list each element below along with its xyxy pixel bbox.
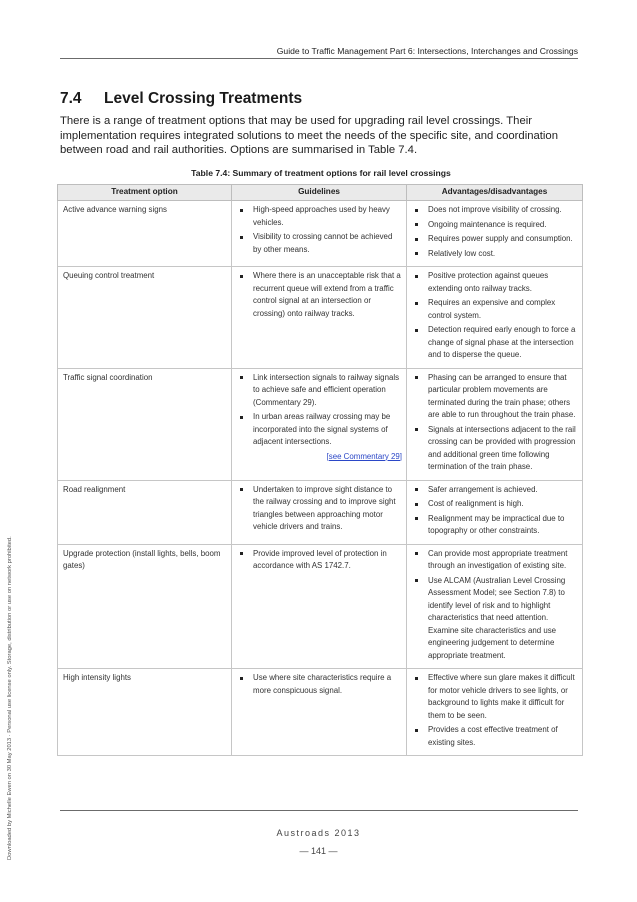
advantage-item: Ongoing maintenance is required. — [428, 219, 578, 232]
advantage-item: Requires power supply and consumption. — [428, 233, 578, 246]
table-header-row — [58, 185, 583, 201]
advantage-item: Phasing can be arranged to ensure that particular problem movements are terminated during the train phase; others are able to run throughout the train phase. — [428, 372, 578, 422]
advantages-cell — [407, 544, 583, 669]
option-cell: Queuing control treatment — [58, 267, 232, 369]
advantage-item: Signals at intersections adjacent to the rail crossing can be provided with progression and additional green time following termination of the train phase. — [428, 424, 578, 474]
table-row — [58, 368, 583, 480]
header-treatment-option: Treatment option — [58, 185, 232, 201]
section-heading — [60, 90, 302, 108]
advantage-item: Cost of realignment is high. — [428, 498, 578, 511]
advantage-item: Effective where sun glare makes it difficult for motor vehicle drivers to see lights, or background to lights make it difficult for them to be seen. — [428, 672, 578, 722]
table-row — [58, 669, 583, 756]
section-title: Level Crossing Treatments — [104, 90, 303, 107]
advantage-item: Can provide most appropriate treatment through an investigation of existing site. — [428, 548, 578, 573]
section-number: 7.4 — [60, 90, 82, 107]
intro-paragraph: There is a range of treatment options that may be used for upgrading rail level crossings. Their implementation requires integrated solutions to meet the needs of the specific site, and coordination between road and rail authorities. Options are summarised in Table 7.4. — [60, 115, 558, 156]
guideline-item: Visibility to crossing cannot be achieved by other means. — [253, 231, 402, 256]
footer-organisation: Austroads 2013 — [276, 828, 361, 838]
advantages-cell — [407, 201, 583, 267]
guidelines-cell — [232, 669, 407, 756]
advantages-cell — [407, 480, 583, 544]
guideline-item: High-speed approaches used by heavy vehicles. — [253, 204, 402, 229]
guidelines-cell — [232, 368, 407, 480]
running-head: Guide to Traffic Management Part 6: Intersections, Interchanges and Crossings — [276, 46, 578, 56]
footer-rule — [60, 810, 578, 811]
advantage-item: Requires an expensive and complex control system. — [428, 297, 578, 322]
guideline-item: Undertaken to improve sight distance to the railway crossing and to improve sight triangles between approaching motor vehicle drivers and trains. — [253, 484, 402, 534]
advantage-item: Safer arrangement is achieved. — [428, 484, 578, 497]
advantage-item: Detection required early enough to force a change of signal phase at the intersection and to disperse the queue. — [428, 324, 578, 362]
option-cell: High intensity lights — [58, 669, 232, 756]
table-caption: Table 7.4: Summary of treatment options for rail level crossings — [191, 168, 451, 178]
download-license-note: Downloaded by Michelle Ewen on 30 May 2013 · Personal use license only. Storage, distribution or use on network prohibited. — [7, 536, 13, 860]
advantages-cell — [407, 368, 583, 480]
advantage-item: Realignment may be impractical due to topography or other constraints. — [428, 513, 578, 538]
option-cell: Traffic signal coordination — [58, 368, 232, 480]
advantages-cell — [407, 267, 583, 369]
guidelines-cell — [232, 201, 407, 267]
see-commentary-link[interactable]: [see Commentary 29] — [326, 451, 402, 461]
guidelines-cell — [232, 544, 407, 669]
option-cell: Road realignment — [58, 480, 232, 544]
header-guidelines: Guidelines — [232, 185, 407, 201]
advantage-item: Use ALCAM (Australian Level Crossing Assessment Model; see Section 7.8) to identify level of risk and to highlight characteristics that need attention. Examine site characteristics and use engineering judgement to determine appropriate treatment. — [428, 575, 578, 663]
header-rule — [60, 58, 578, 59]
header-advantages: Advantages/disadvantages — [407, 185, 583, 201]
guideline-item: In urban areas railway crossing may be incorporated into the signal systems of adjacent intersections. — [253, 411, 402, 449]
option-cell: Active advance warning signs — [58, 201, 232, 267]
guidelines-cell — [232, 480, 407, 544]
advantage-item: Does not improve visibility of crossing. — [428, 204, 578, 217]
guidelines-cell — [232, 267, 407, 369]
page-number: — 141 — — [299, 846, 338, 856]
advantage-item: Relatively low cost. — [428, 248, 578, 261]
guideline-item: Use where site characteristics require a more conspicuous signal. — [253, 672, 402, 697]
table-row — [58, 544, 583, 669]
treatment-options-table — [57, 184, 583, 756]
table-row — [58, 480, 583, 544]
guideline-item: Where there is an unacceptable risk that a recurrent queue will extend from a traffic control signal at an intersection or crossing) onto railway tracks. — [253, 270, 402, 320]
option-cell: Upgrade protection (install lights, bells, boom gates) — [58, 544, 232, 669]
advantage-item: Provides a cost effective treatment of existing sites. — [428, 724, 578, 749]
guideline-item: Link intersection signals to railway signals to achieve safe and efficient operation (Commentary 29). — [253, 372, 402, 410]
advantage-item: Positive protection against queues extending onto railway tracks. — [428, 270, 578, 295]
guideline-item: Provide improved level of protection in accordance with AS 1742.7. — [253, 548, 402, 573]
advantages-cell — [407, 669, 583, 756]
table-row — [58, 267, 583, 369]
table-row — [58, 201, 583, 267]
